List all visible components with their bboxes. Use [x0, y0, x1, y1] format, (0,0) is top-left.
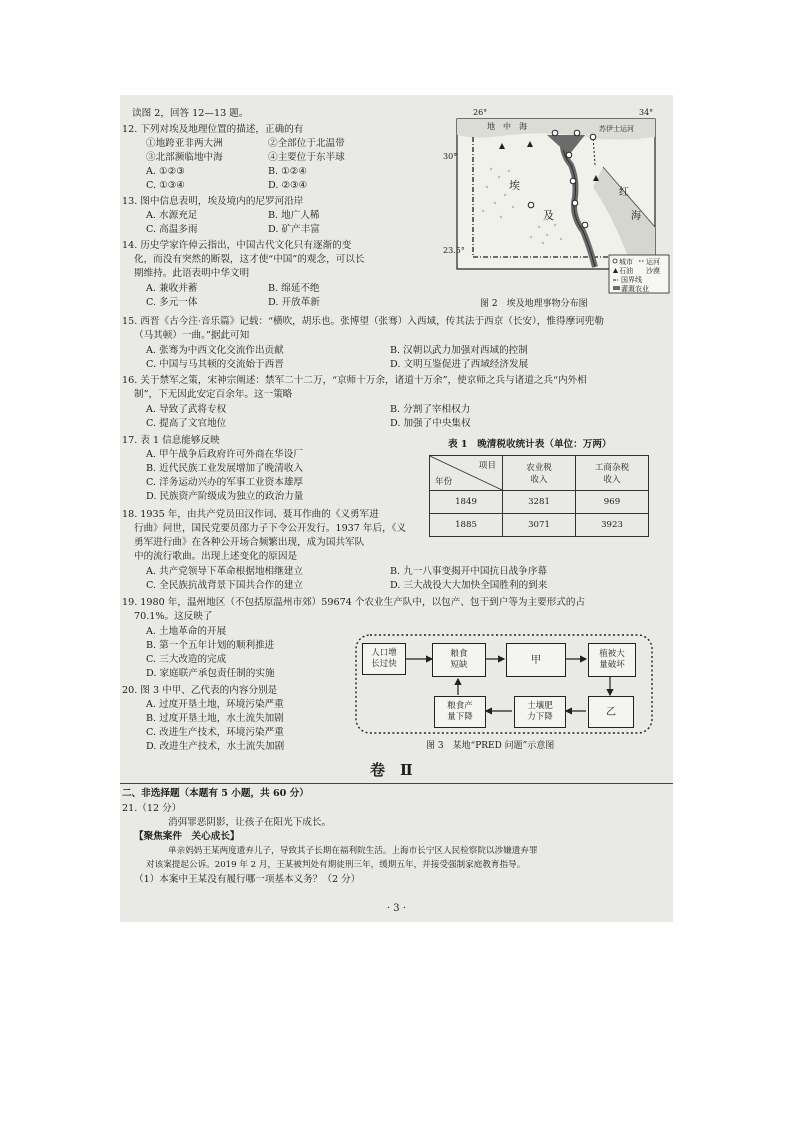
q19-choice-a: A. 土地革命的开展	[146, 626, 227, 637]
page-number: · 3 ·	[386, 903, 407, 914]
mediterranean-label: 地 中 海	[487, 122, 527, 131]
box-yield	[434, 696, 486, 728]
red-sea-label-a: 红	[619, 187, 629, 198]
q21-para2: 对该案提起公诉。2019 年 2 月，王某被判处有期徒刑三年，缓期五年，并接受强制家庭教育指导。	[146, 860, 526, 870]
box-yi: 乙	[588, 696, 634, 728]
q18-line1: 18. 1935 年，由共产党员田汉作词、聂耳作曲的《义勇军进	[122, 509, 379, 520]
exam-page	[120, 95, 673, 922]
q15-line1: 15. 西晋《古今注·音乐篇》记载：“横吹，胡乐也。张博望（张骞）入西域，传其法于西京（长安），惟得摩诃兜勒	[122, 316, 604, 327]
table-corner-cell	[430, 456, 503, 491]
agri-cell: 3071	[503, 514, 576, 537]
q16-line1: 16. 关于禁军之策，宋神宗阐述：禁军二十二万，“京师十万余，诸道十万余”，使京师之兵与诸道之兵“内外相	[122, 375, 587, 386]
intro-line: 读图 2，回答 12—13 题。	[132, 108, 249, 119]
q18-line2: 行曲》问世，国民党要员邵力子下令公开发行。1937 年后，《义	[134, 523, 407, 534]
corner-top-label: 项目	[478, 461, 496, 471]
q16-choice-d: D. 加强了中央集权	[390, 418, 471, 429]
q13-choice-c: C. 高温多雨	[146, 224, 198, 235]
q18-choice-d: D. 三大战役大大加快全国胜利的到来	[390, 580, 548, 591]
box-yield-a: 粮食产	[447, 701, 473, 711]
lat-30-label: 30°	[443, 152, 458, 161]
q12-opt1: ①地跨亚非两大洲	[146, 138, 223, 149]
box-population-b: 长过快	[371, 659, 397, 669]
legend-canal: 运河	[646, 258, 660, 266]
q12-choice-b: B. ①②④	[268, 166, 307, 177]
table-header-row	[430, 456, 649, 491]
table-row	[430, 491, 649, 514]
q12-opt4: ④主要位于东半球	[268, 152, 345, 163]
col-comm-header-a: 工商杂税	[594, 463, 630, 473]
legend-irrigation: 灌溉农业	[621, 285, 649, 293]
legend-oil: 石油	[619, 267, 633, 275]
q14-line3: 期维持。此语表明中华文明	[134, 268, 250, 279]
comm-cell: 3923	[576, 514, 649, 537]
table-row	[430, 514, 649, 537]
fig2-caption: 图 2 埃及地理事物分布图	[480, 299, 588, 309]
q21-sub1: （1）本案中王某没有履行哪一项基本义务？（2 分）	[134, 874, 361, 885]
year-cell: 1885	[430, 514, 503, 537]
legend-border: 国界线	[621, 276, 642, 284]
q12-stem: 12. 下列对埃及地理位置的描述，正确的有	[122, 124, 304, 135]
q18-choice-c: C. 全民族抗战背景下国共合作的建立	[146, 580, 304, 591]
q20-choice-a: A. 过度开垦土地，环境污染严重	[146, 699, 284, 710]
q19-line1: 19. 1980 年，温州地区（不包括原温州市郊）59674 个农业生产队中，以包产、包干到户等为主要形式的占	[122, 597, 586, 608]
q12-opt2: ②全部位于北温带	[268, 138, 345, 149]
q15-choice-c: C. 中国与马其顿的交流始于西晋	[146, 359, 284, 370]
box-vegetation-a: 植被大	[599, 649, 625, 659]
box-food-shortage-b: 短缺	[450, 660, 468, 670]
egypt-label-b: 及	[543, 209, 554, 222]
q19-choice-b: B. 第一个五年计划的顺利推进	[146, 640, 275, 651]
q21-slogan: 消弭罪恶阴影，让孩子在阳光下成长。	[168, 817, 332, 828]
q16-line2: 制”，下无因此安定百余年。这一策略	[134, 389, 293, 400]
q18-line4: 中的流行歌曲。出现上述变化的原因是	[134, 551, 298, 562]
q19-choice-d: D. 家庭联产承包责任制的实施	[146, 668, 275, 679]
lon-34-label: 34°	[639, 108, 654, 117]
q21-number: 21.（12 分）	[122, 803, 182, 814]
lat-23-label: 23.5°	[443, 246, 465, 255]
q17-choice-c: C. 洋务运动兴办的军事工业资本雄厚	[146, 477, 304, 488]
q14-line1: 14. 历史学家许倬云指出，中国古代文化只有逐渐的变	[122, 240, 352, 251]
q12-choice-c: C. ①③④	[146, 180, 185, 191]
box-food-shortage	[432, 643, 486, 677]
fig3-caption: 图 3 某地“PRED 问题”示意图	[426, 741, 555, 751]
q20-choice-c: C. 改进生产技术，环境污染严重	[146, 727, 284, 738]
q21-para1: 单亲妈妈王某两度遗弃儿子，导致其子长期在福利院生活。上海市长宁区人民检察院以涉嫌遗弃罪	[168, 846, 538, 856]
q17-choice-b: B. 近代民族工业发展增加了晚清收入	[146, 463, 304, 474]
q21-heading: 【聚焦案件 关心成长】	[134, 831, 240, 842]
q18-choice-b: B. 九一八事变揭开中国抗日战争序幕	[390, 566, 548, 577]
egypt-map	[443, 107, 671, 296]
box-population	[362, 643, 406, 675]
col-agri-header-a: 农业税	[526, 463, 552, 473]
q16-choice-c: C. 提高了文官地位	[146, 418, 227, 429]
box-jia: 甲	[506, 643, 566, 677]
col-comm-header-b: 收入	[603, 475, 621, 485]
divider	[120, 783, 673, 784]
corner-bottom-label: 年份	[435, 477, 453, 487]
suez-label: 苏伊士运河	[599, 125, 634, 133]
q15-line2: （马其顿）一曲。”据此可知	[134, 330, 250, 341]
q16-choice-a: A. 导致了武将专权	[146, 404, 227, 415]
q12-choice-d: D. ②③④	[268, 180, 308, 191]
pred-flow-diagram	[354, 633, 654, 735]
q17-choice-a: A. 甲午战争后政府许可外商在华设厂	[146, 449, 303, 460]
box-food-shortage-a: 粮食	[450, 649, 468, 659]
legend-desert: 沙漠	[646, 267, 660, 275]
q13-choice-b: B. 地广人稀	[268, 210, 320, 221]
q13-choice-d: D. 矿产丰富	[268, 224, 320, 235]
q14-choice-b: B. 绵延不绝	[268, 283, 320, 294]
year-cell: 1849	[430, 491, 503, 514]
tax-table	[429, 455, 649, 537]
legend-city-icon	[613, 259, 617, 263]
q13-choice-a: A. 水源充足	[146, 210, 198, 221]
q14-choice-d: D. 开放革新	[268, 297, 320, 308]
box-soil	[514, 696, 566, 728]
box-population-a: 人口增	[371, 648, 397, 658]
q14-choice-c: C. 多元一体	[146, 297, 198, 308]
q18-choice-a: A. 共产党领导下革命根据地相继建立	[146, 566, 303, 577]
q17-stem: 17. 表 1 信息能够反映	[122, 435, 220, 446]
col-comm-header	[576, 456, 649, 491]
legend-irrigation-icon	[613, 286, 620, 290]
q15-choice-a: A. 张骞为中西文化交流作出贡献	[146, 345, 284, 356]
q15-choice-b: B. 汉朝以武力加强对西域的控制	[390, 345, 528, 356]
q12-choice-a: A. ①②③	[146, 166, 185, 177]
q16-choice-b: B. 分割了宰相权力	[390, 404, 471, 415]
col-agri-header-b: 收入	[530, 475, 548, 485]
q19-line2: 70.1%。这反映了	[134, 611, 213, 622]
egypt-label-a: 埃	[509, 179, 520, 192]
volume-2-title: 卷 Ⅱ	[370, 761, 413, 779]
box-yield-b: 量下降	[447, 712, 473, 722]
lon-26-label: 26°	[473, 108, 488, 117]
q20-choice-d: D. 改进生产技术，水土流失加剧	[146, 741, 285, 752]
q20-choice-b: B. 过度开垦土地，水土流失加剧	[146, 713, 284, 724]
q12-opt3: ③北部濒临地中海	[146, 152, 223, 163]
q14-line2: 化，而没有突然的断裂，这才使“中国”的观念，可以长	[134, 254, 365, 265]
part2-heading: 二、非选择题（本题有 5 小题，共 60 分）	[122, 788, 309, 799]
q14-choice-a: A. 兼收并蓄	[146, 283, 198, 294]
legend-city: 城市	[619, 258, 633, 266]
q15-choice-d: D. 文明互鉴促进了西域经济发展	[390, 359, 529, 370]
agri-cell: 3281	[503, 491, 576, 514]
box-vegetation-b: 量破坏	[599, 660, 625, 670]
box-vegetation	[588, 643, 636, 677]
table1-caption: 表 1 晚清税收统计表（单位：万两）	[448, 439, 612, 450]
col-agri-header	[503, 456, 576, 491]
box-soil-b: 力下降	[527, 712, 553, 722]
q13-stem: 13. 图中信息表明，埃及境内的尼罗河沿岸	[122, 196, 304, 207]
q18-line3: 勇军进行曲》在各种公开场合频繁出现，成为国共军队	[134, 537, 365, 548]
q20-stem: 20. 图 3 中甲、乙代表的内容分别是	[122, 685, 278, 696]
red-sea-label-b: 海	[631, 211, 641, 222]
comm-cell: 969	[576, 491, 649, 514]
q17-choice-d: D. 民族资产阶级成为独立的政治力量	[146, 491, 304, 502]
box-soil-a: 土壤肥	[527, 701, 553, 711]
q19-choice-c: C. 三大改造的完成	[146, 654, 227, 665]
